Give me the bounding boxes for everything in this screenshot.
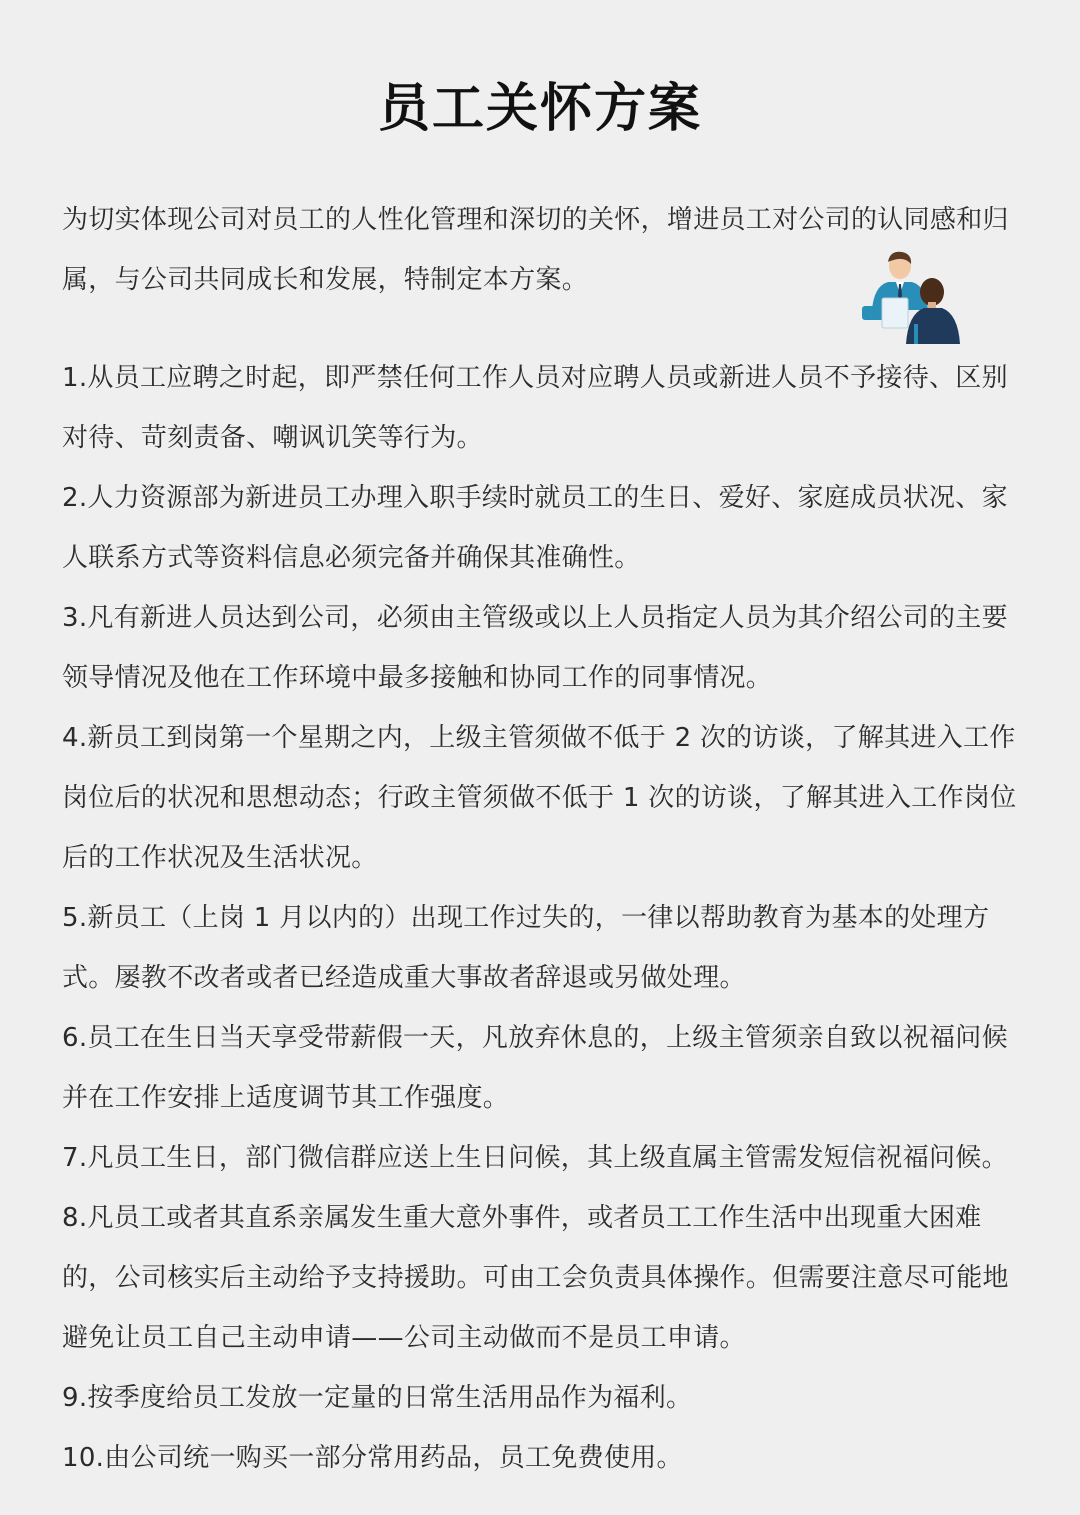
- two-business-people-icon: [858, 250, 964, 344]
- list-item: 6.员工在生日当天享受带薪假一天，凡放弃休息的，上级主管须亲自致以祝福问候并在工作安排上适度调节其工作强度。: [62, 1023, 1008, 1113]
- list-item: 10.由公司统一购买一部分常用药品，员工免费使用。: [62, 1443, 683, 1473]
- care-measures-list: [62, 348, 1022, 1488]
- list-item: 5.新员工（上岗 1 月以内的）出现工作过失的，一律以帮助教育为基本的处理方式。屡教不改者或者已经造成重大事故者辞退或另做处理。: [62, 903, 990, 993]
- list-item: 1.从员工应聘之时起，即严禁任何工作人员对应聘人员或新进人员不予接待、区别对待、苛刻责备、嘲讽讥笑等行为。: [62, 363, 1008, 453]
- intro-paragraph: 为切实体现公司对员工的人性化管理和深切的关怀，增进员工对公司的认同感和归属，与公司共同成长和发展，特制定本方案。: [62, 205, 1009, 295]
- list-item: 4.新员工到岗第一个星期之内，上级主管须做不低于 2 次的访谈，了解其进入工作岗位后的状况和思想动态；行政主管须做不低于 1 次的访谈，了解其进入工作岗位后的工作状况及生活状况。: [62, 723, 1017, 873]
- page-title: 员工关怀方案: [377, 79, 702, 139]
- list-item: 3.凡有新进人员达到公司，必须由主管级或以上人员指定人员为其介绍公司的主要领导情况及他在工作环境中最多接触和协同工作的同事情况。: [62, 603, 1008, 693]
- list-item: 2.人力资源部为新进员工办理入职手续时就员工的生日、爱好、家庭成员状况、家人联系方式等资料信息必须完备并确保其准确性。: [62, 483, 1008, 573]
- list-item: 9.按季度给员工发放一定量的日常生活用品作为福利。: [62, 1383, 693, 1413]
- list-item: 8.凡员工或者其直系亲属发生重大意外事件，或者员工工作生活中出现重大困难的，公司核实后主动给予支持援助。可由工会负责具体操作。但需要注意尽可能地避免让员工自己主动申请——公司主动做而不是员工申请。: [62, 1203, 1009, 1353]
- list-item: 7.凡员工生日，部门微信群应送上生日问候，其上级直属主管需发短信祝福问候。: [62, 1143, 1008, 1173]
